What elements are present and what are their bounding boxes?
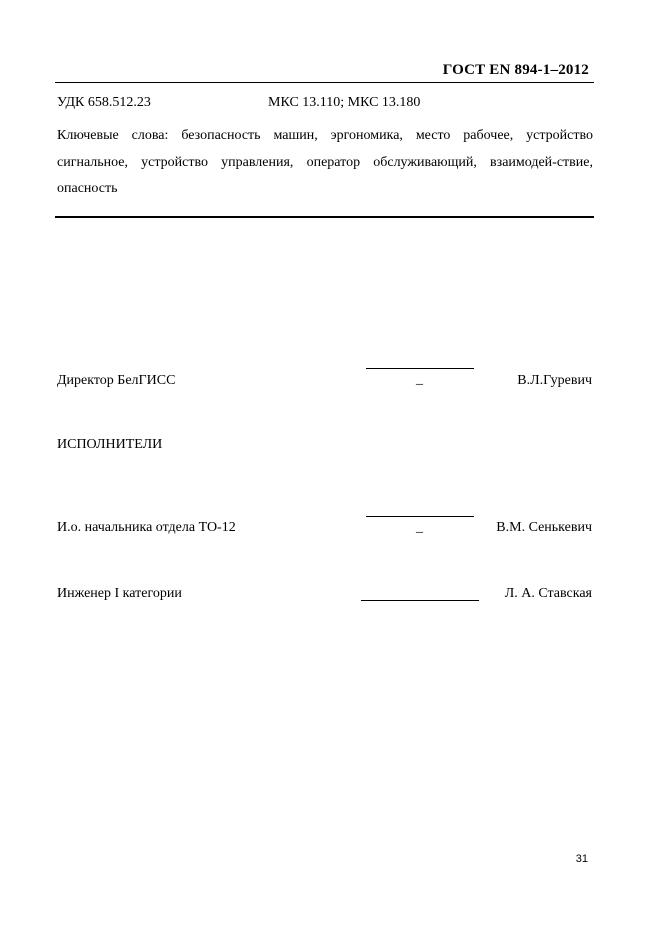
executors-heading: ИСПОЛНИТЕЛИ [57, 437, 163, 452]
keywords-label: Ключевые слова: [57, 128, 169, 143]
head-of-department-signature-line [366, 516, 474, 517]
standard-code: ГОСТ EN 894-1–2012 [442, 62, 589, 78]
header-rule [55, 82, 594, 83]
keywords-text: безопасность машин, эргономика, место рабочее, устройство сигнальное, устройство управления, оператор обслуживающий, взаимодей-ствие, опасность [57, 128, 594, 196]
page-number: 31 [575, 853, 588, 865]
head-of-department-name: В.М. Сенькевич [496, 520, 592, 535]
engineer-name: Л. А. Ставская [504, 586, 592, 601]
director-position: Директор БелГИСС [57, 373, 176, 388]
mks-code: МКС 13.110; МКС 13.180 [268, 95, 421, 110]
head-of-department-position: И.о. начальника отдела ТО-12 [57, 520, 236, 535]
director-name: В.Л.Гуревич [517, 373, 592, 388]
engineer-signature-line [361, 600, 479, 601]
head-of-department-signature-mark: _ [416, 520, 423, 535]
director-signature-mark: _ [416, 372, 423, 387]
udk-code: УДК 658.512.23 [57, 95, 151, 110]
keywords-rule [55, 216, 594, 218]
engineer-position: Инженер I категории [57, 586, 182, 601]
keywords-paragraph [57, 123, 593, 203]
director-signature-line [366, 368, 474, 369]
